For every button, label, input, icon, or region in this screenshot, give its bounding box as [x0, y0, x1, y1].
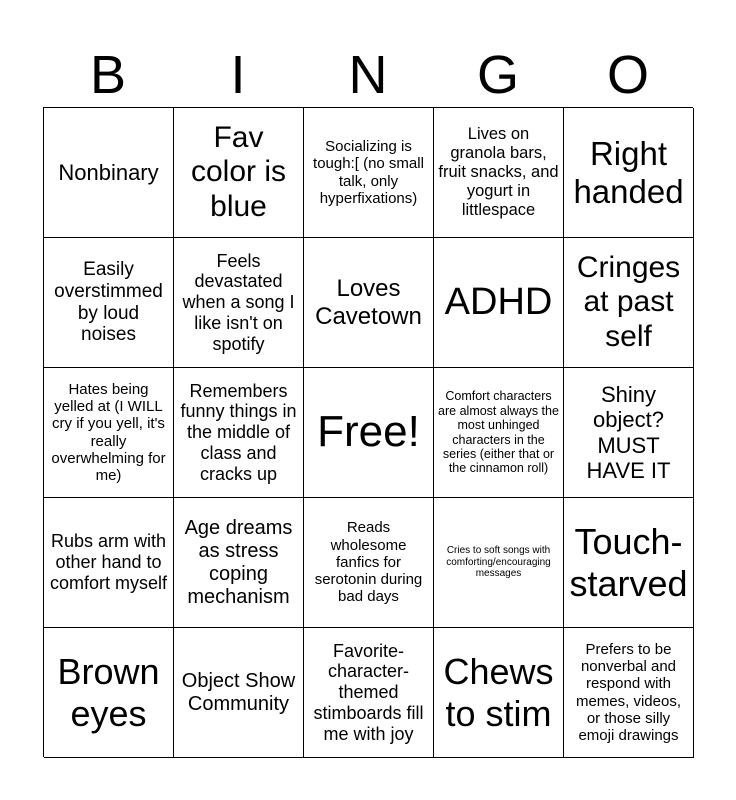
cell-text: Cries to soft songs with comforting/encouraging messages	[446, 545, 551, 580]
bingo-cell[interactable]	[304, 108, 434, 238]
bingo-cell[interactable]	[564, 368, 694, 498]
bingo-grid	[43, 107, 693, 757]
cell-text: Lives on granola bars, fruit snacks, and yogurt in littlespace	[438, 125, 559, 219]
cell-text: Socializing is tough:[ (no small talk, only hyperfixations)	[313, 138, 424, 207]
cell-text: Rubs arm with other hand to comfort myself	[49, 531, 168, 593]
cell-text: Right handed	[573, 134, 684, 210]
cell-text: Cringes at past self	[576, 250, 681, 353]
bingo-cell[interactable]	[44, 368, 174, 498]
cell-text: Loves Cavetown	[315, 274, 422, 330]
cell-text: Reads wholesome fanfics for serotonin during bad days	[314, 519, 423, 606]
bingo-cell[interactable]	[564, 628, 694, 758]
cell-text: Object Show Community	[181, 669, 296, 715]
bingo-cell[interactable]	[304, 368, 434, 498]
header-letter-n: N	[348, 45, 388, 105]
bingo-cell[interactable]	[434, 498, 564, 628]
cell-text: Touch-starved	[569, 521, 688, 604]
cell-text: Nonbinary	[58, 159, 159, 185]
cell-text: Favorite-character-themed stimboards fill me with joy	[313, 640, 424, 744]
cell-text: Feels devastated when a song I like isn't on spotify	[182, 250, 295, 354]
bingo-cell[interactable]	[304, 628, 434, 758]
header-letter-b: B	[89, 45, 127, 105]
bingo-cell[interactable]	[44, 238, 174, 368]
bingo-cell[interactable]	[434, 628, 564, 758]
cell-text: Remembers funny things in the middle of class and cracks up	[180, 380, 297, 484]
bingo-cell[interactable]	[174, 108, 304, 238]
cell-text: Shiny object? MUST HAVE IT	[586, 381, 671, 483]
cell-text: Prefers to be nonverbal and respond with memes, videos, or those silly emoji drawings	[575, 640, 682, 744]
cell-text: Brown eyes	[57, 651, 160, 734]
bingo-cell[interactable]	[564, 108, 694, 238]
cell-text: Age dreams as stress coping mechanism	[184, 516, 293, 608]
cell-text: Hates being yelled at (I WILL cry if you yell, it's really overwhelming for me)	[51, 380, 166, 484]
bingo-cell[interactable]	[174, 498, 304, 628]
bingo-cell[interactable]	[304, 498, 434, 628]
cell-text: ADHD	[444, 280, 553, 323]
bingo-cell[interactable]	[434, 238, 564, 368]
bingo-cell[interactable]	[304, 238, 434, 368]
bingo-cell[interactable]	[564, 498, 694, 628]
cell-text: Fav color is blue	[190, 120, 287, 223]
bingo-cell[interactable]	[174, 238, 304, 368]
bingo-cell[interactable]	[174, 628, 304, 758]
bingo-cell[interactable]	[44, 628, 174, 758]
bingo-cell[interactable]	[174, 368, 304, 498]
cell-text: Free!	[317, 407, 420, 457]
header-letter-o: O	[606, 45, 649, 105]
bingo-cell[interactable]	[44, 108, 174, 238]
bingo-cell[interactable]	[434, 108, 564, 238]
header-letter-g: G	[476, 45, 519, 105]
cell-text: Chews to stim	[443, 651, 554, 734]
bingo-cell[interactable]	[564, 238, 694, 368]
cell-text: Easily overstimmed by loud noises	[54, 258, 163, 346]
cell-text: Comfort characters are almost always the most unhinged characters in the series (either that or the cinnamon roll)	[438, 389, 559, 476]
bingo-cell[interactable]	[44, 498, 174, 628]
header-letter-i: I	[230, 45, 246, 105]
bingo-cell[interactable]	[434, 368, 564, 498]
bingo-header	[43, 44, 693, 106]
